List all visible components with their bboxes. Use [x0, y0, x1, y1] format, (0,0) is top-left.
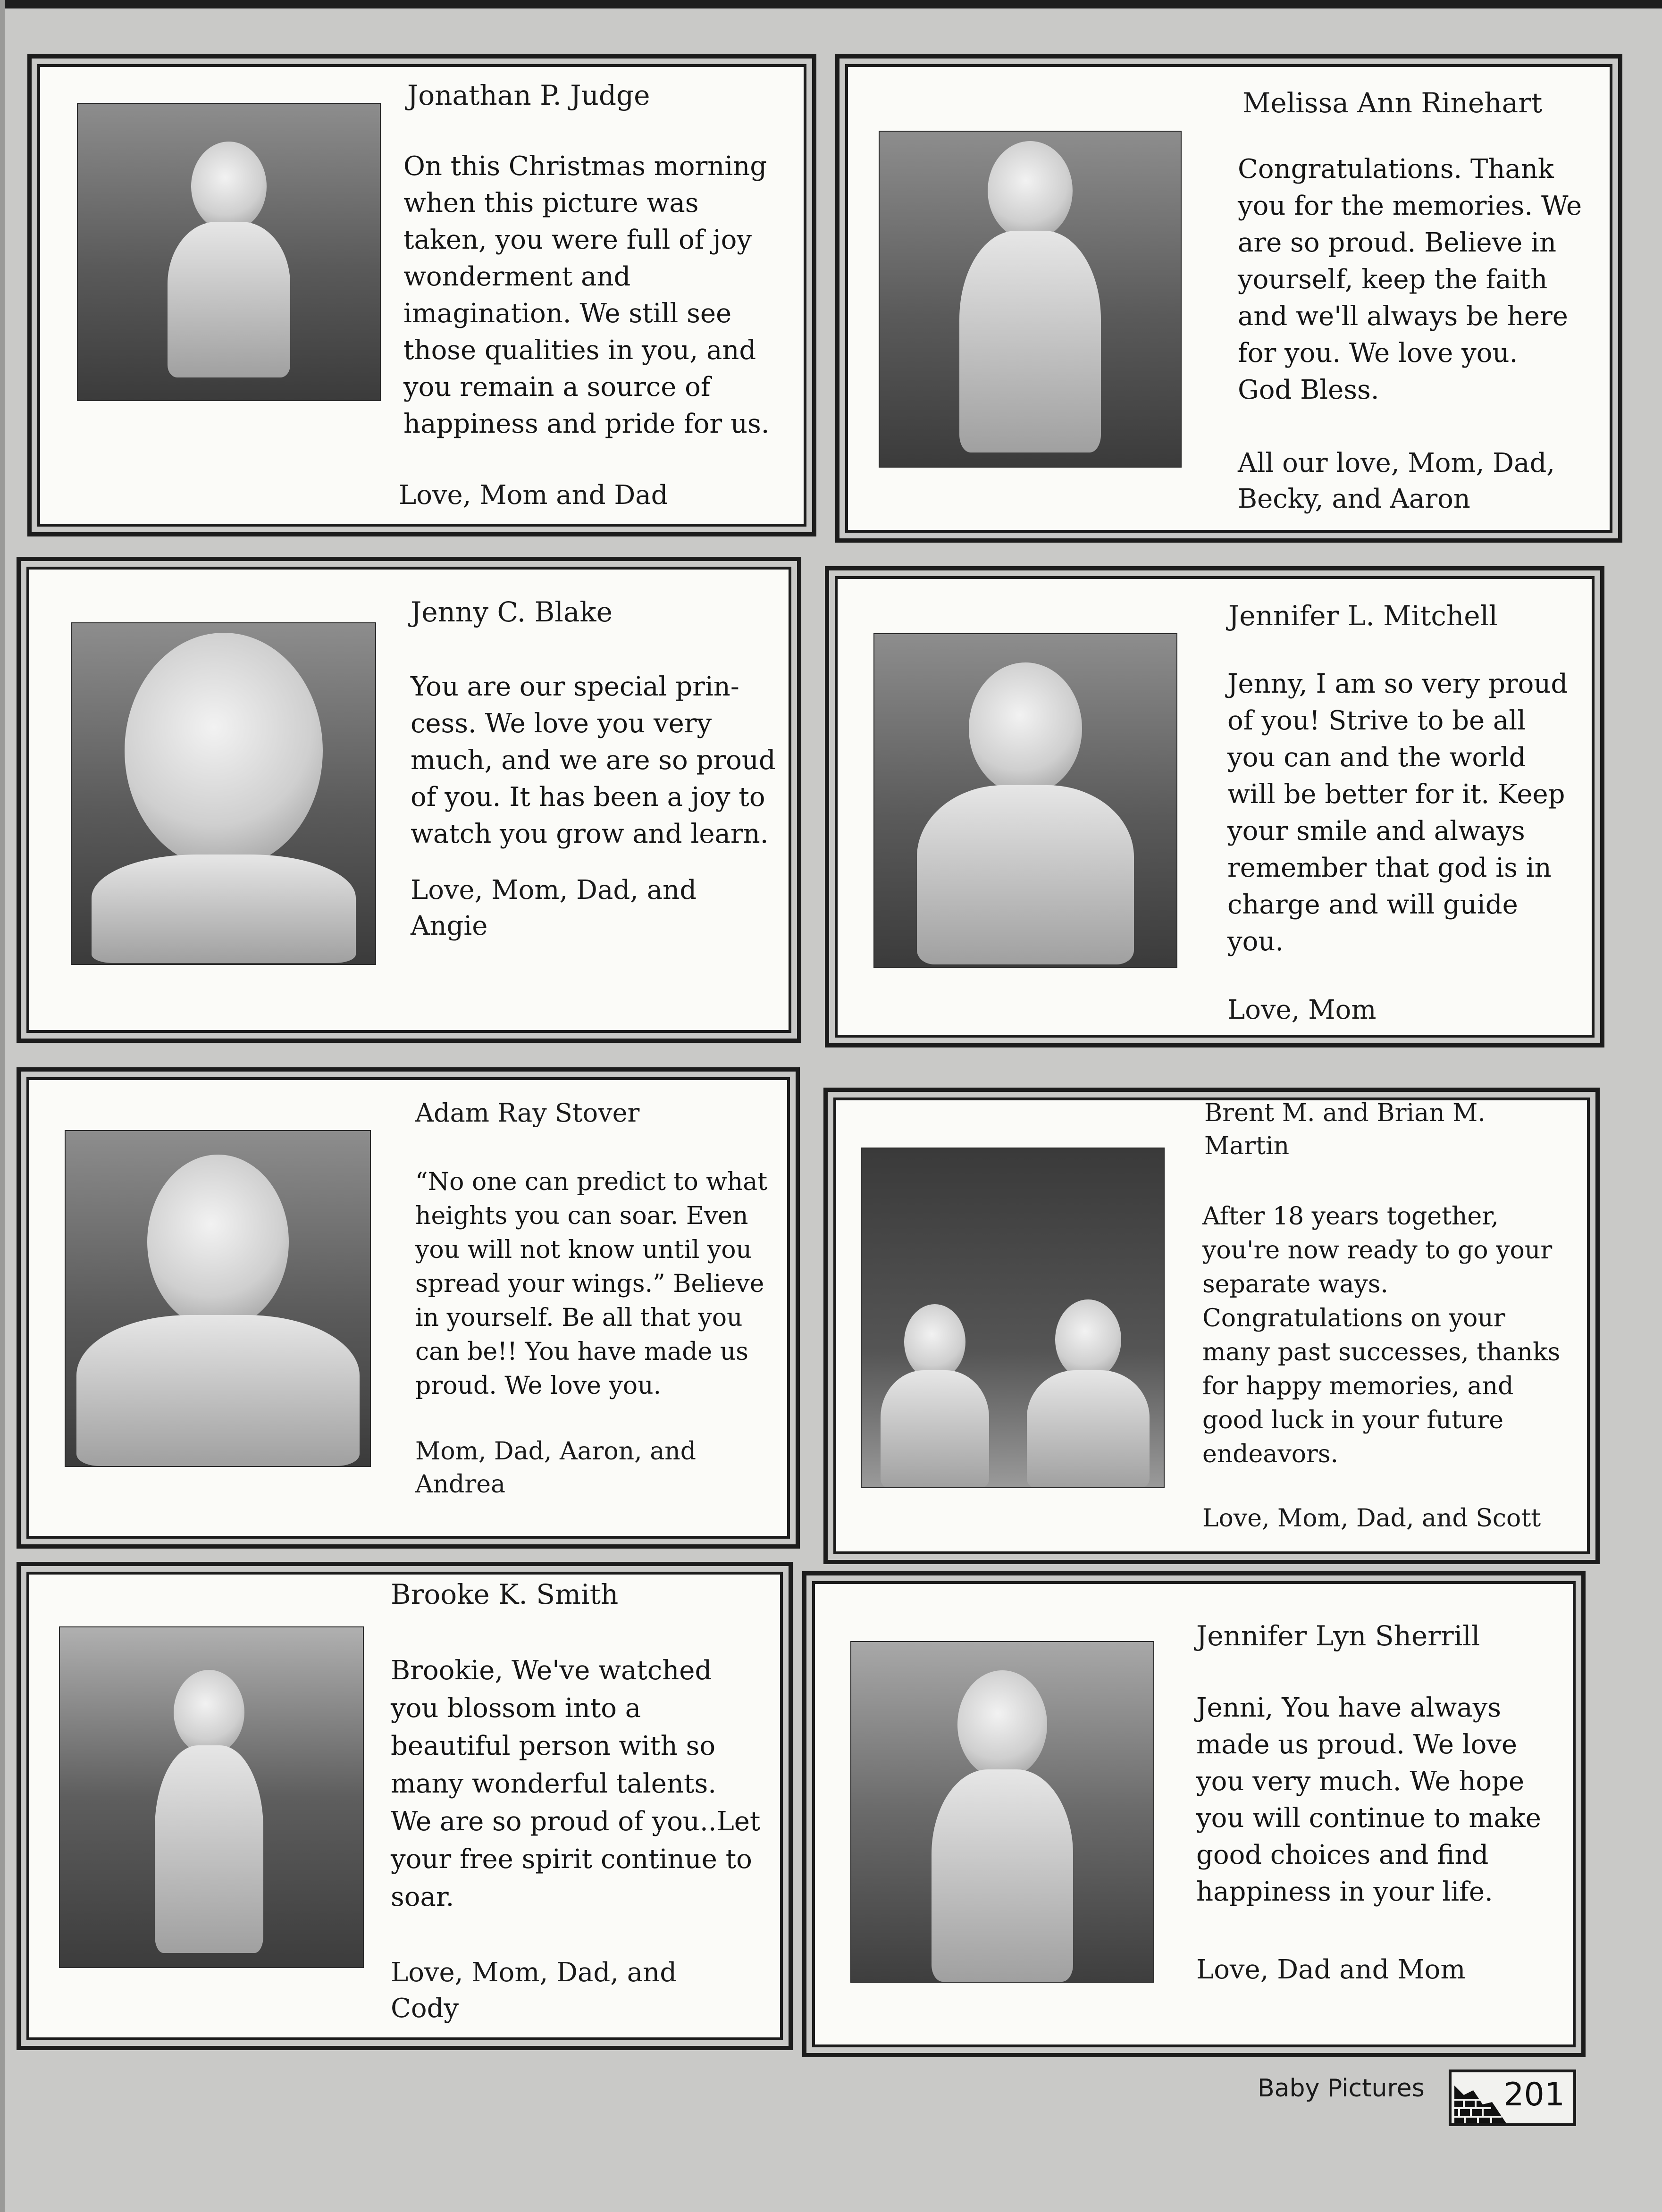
entry-card-jennifer-sherrill — [802, 1571, 1586, 2057]
baby-photo — [77, 103, 381, 401]
message-text: Jenni, You have always made us proud. We love you very much. We hope you will continue to make good choices and find happiness in your life. — [1196, 1693, 1541, 1907]
message-text: On this Christmas morning when this picture was taken, you were full of joy wonderment and imagination. We still see those qualities in you, and you remain a source of happiness and pride for us. — [403, 151, 770, 439]
message-text: After 18 years together, you're now ready to go your separate ways. Congratulations on your many past successes, thanks for happy memories, and good luck in your future endeavors. — [1202, 1202, 1561, 1468]
binding-edge — [0, 0, 5, 2212]
child-name: Melissa Ann Rinehart — [1242, 87, 1543, 119]
child-name: Brooke K. Smith — [391, 1578, 619, 1610]
baby-photo — [879, 131, 1182, 468]
entry-card-melissa — [835, 54, 1622, 543]
entry-card-martin — [823, 1088, 1600, 1564]
baby-photo — [59, 1626, 364, 1968]
brick-wall-icon — [1454, 2081, 1506, 2123]
section-label: Baby Pictures — [1258, 2074, 1425, 2103]
baby-photo — [873, 633, 1177, 968]
message-text: Brookie, We've watched you blossom into a beautiful person with so many wonderful talents. We are so proud of you..Let your free spirit continue to soar. — [391, 1655, 761, 1912]
child-name: Jennifer Lyn Sherrill — [1196, 1620, 1480, 1652]
message-text: You are our special prin- cess. We love you very much, and we are so proud of you. It has been a joy to watch you grow and learn. — [411, 671, 776, 849]
entry-card-adam — [17, 1067, 800, 1549]
child-name: Adam Ray Stover — [415, 1098, 640, 1128]
top-edge — [0, 0, 1662, 8]
signature: Love, Mom, Dad, and Cody — [391, 1957, 677, 2024]
baby-photo — [850, 1641, 1154, 1983]
entry-card-jennifer-mitchell — [825, 566, 1604, 1047]
signature: Love, Mom — [1227, 995, 1377, 1025]
baby-photo — [71, 622, 376, 965]
signature: Love, Mom, Dad, and Angie — [411, 875, 697, 941]
child-name: Jennifer L. Mitchell — [1228, 600, 1498, 632]
entry-card-jenny-blake — [17, 557, 801, 1043]
entry-card-jonathan — [27, 54, 816, 536]
message-text: Congratulations. Thank you for the memories. We are so proud. Believe in yourself, keep the faith and we'll always be here for you. We love you. God Bless. — [1238, 154, 1582, 405]
baby-photo — [861, 1148, 1165, 1488]
child-name: Jenny C. Blake — [411, 596, 613, 628]
signature: Mom, Dad, Aaron, and Andrea — [415, 1437, 697, 1499]
page-number-box — [1449, 2070, 1576, 2126]
message-text: Jenny, I am so very proud of you! Strive to be all you can and the world will be better for it. Keep your smile and always remember that god is in charge and will guide you. — [1227, 669, 1568, 957]
signature: Love, Dad and Mom — [1196, 1954, 1466, 1985]
message-text: “No one can predict to what heights you can soar. Even you will not know until you spread your wings.” Believe in yourself. Be all that you can be!! You have made us proud. We love you. — [415, 1168, 768, 1400]
signature: All our love, Mom, Dad, Becky, and Aaron — [1238, 448, 1555, 514]
baby-photo — [65, 1130, 371, 1467]
signature: Love, Mom, Dad, and Scott — [1202, 1504, 1541, 1533]
entry-card-brooke — [17, 1562, 793, 2050]
signature: Love, Mom and Dad — [399, 480, 668, 511]
child-name: Brent M. and Brian M. Martin — [1204, 1099, 1486, 1160]
child-name: Jonathan P. Judge — [407, 79, 650, 111]
page-number: 201 — [1503, 2076, 1565, 2113]
